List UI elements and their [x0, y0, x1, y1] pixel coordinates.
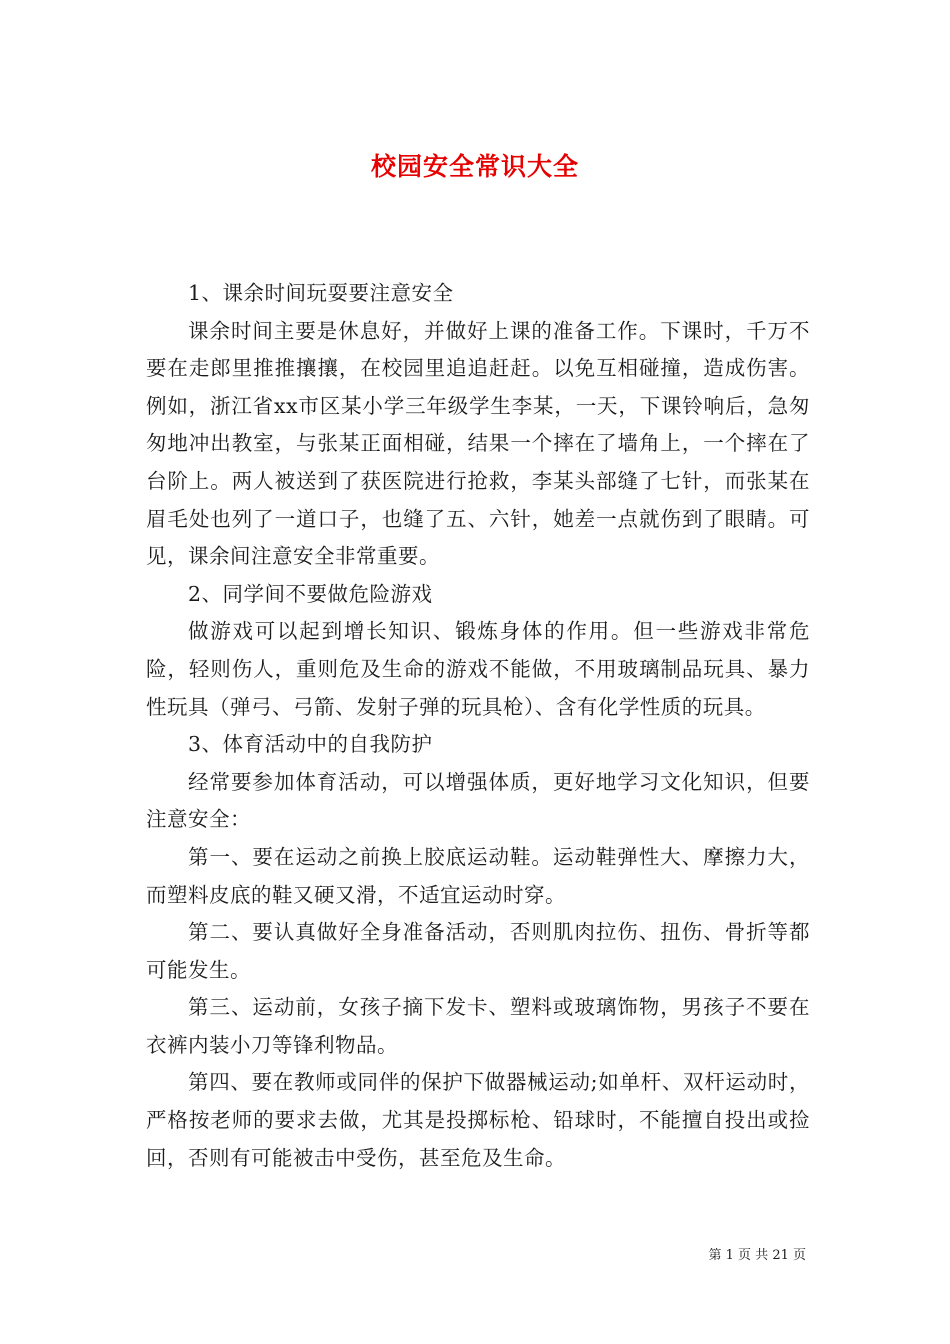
heading-dangerous-games: 2、同学间不要做危险游戏: [188, 581, 433, 606]
paragraph-dangerous-games: 做游戏可以起到增长知识、锻炼身体的作用。但一些游戏非常危险，轻则伤人，重则危及生命的游戏不能做，不用玻璃制品玩具、暴力性玩具（弹弓、弓箭、发射子弹的玩具枪）、含有化学性质的玩具。: [146, 619, 810, 719]
document-body: [146, 275, 810, 1177]
page-title: 校园安全常识大全: [370, 151, 579, 181]
paragraph-rule-third: 第三、运动前，女孩子摘下发卡、塑料或玻璃饰物，男孩子不要在衣裤内装小刀等锋利物品。: [146, 995, 810, 1057]
heading-sports-protection: 3、体育活动中的自我防护: [188, 732, 433, 757]
heading-recess-safety: 1、课余时间玩耍要注意安全: [188, 281, 454, 305]
paragraph-rule-second: 第二、要认真做好全身准备活动，否则肌肉拉伤、扭伤、骨折等都可能发生。: [146, 920, 810, 982]
paragraph-sports-intro: 经常要参加体育活动，可以增强体质，更好地学习文化知识，但要注意安全：: [146, 769, 810, 832]
page-number: 第 1 页 共 21 页: [708, 1248, 806, 1263]
paragraph-rule-fourth: 第四、要在教师或同伴的保护下做器械运动;如单杆、双杆运动时，严格按老师的要求去做，尤其是投掷标枪、铅球时，不能擅自投出或捡回，否则有可能被击中受伤，甚至危及生命。: [146, 1070, 810, 1170]
paragraph-recess-safety: 课余时间主要是休息好，并做好上课的准备工作。下课时，千万不要在走郎里推推攘攘，在校园里追追赶赶。以免互相碰撞，造成伤害。例如，浙江省xx市区某小学三年级学生李某，一天，下课铃响后，急匆匆地冲出教室，与张某正面相碰，结果一个摔在了墙角上，一个摔在了台阶上。两人被送到了获医院进行抢救，李某头部缝了七针，而张某在眉毛处也列了一道口子，也缝了五、六针，她差一点就伤到了眼睛。可见，课余间注意安全非常重要。: [146, 318, 810, 569]
paragraph-rule-first: 第一、要在运动之前换上胶底运动鞋。运动鞋弹性大、摩擦力大，而塑料皮底的鞋又硬又滑，不适宜运动时穿。: [146, 844, 810, 907]
